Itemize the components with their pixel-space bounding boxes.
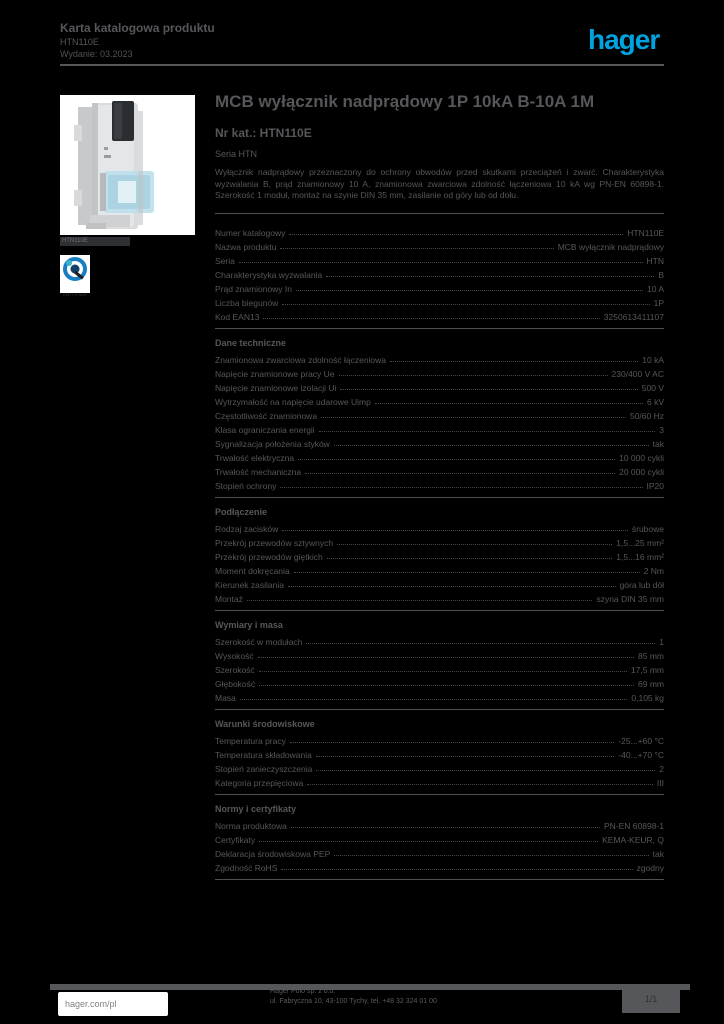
spec-value: 1P xyxy=(653,298,664,308)
section-header: Dane techniczne xyxy=(215,338,287,348)
dotted-leader xyxy=(239,261,643,263)
dotted-leader xyxy=(321,416,626,418)
spec-label: Klasa ograniczania energii xyxy=(215,425,315,435)
section-rule xyxy=(215,610,664,611)
spec-value: B xyxy=(658,270,664,280)
spec-value: 3250613411107 xyxy=(603,312,664,322)
dotted-leader xyxy=(339,374,608,376)
spec-row xyxy=(215,351,664,365)
spec-row xyxy=(215,266,664,280)
spec-value: zgodny xyxy=(636,863,664,873)
spec-label: Trwałość mechaniczna xyxy=(215,467,302,477)
product-reference: Nr kat.: HTN110E xyxy=(215,126,312,140)
header-rule xyxy=(60,64,664,66)
dotted-leader xyxy=(259,840,598,842)
section-rule xyxy=(215,497,664,498)
section-rule xyxy=(215,879,664,880)
dotted-leader xyxy=(247,599,593,601)
dotted-leader xyxy=(282,529,628,531)
spec-row xyxy=(215,633,664,647)
dotted-leader xyxy=(258,656,634,658)
circuit-breaker-illustration xyxy=(60,95,195,235)
spec-value: 2 xyxy=(659,764,664,774)
spec-row xyxy=(215,477,664,491)
footer-company-address: ul. Fabryczna 10, 43-100 Tychy, tel. +48 32 324 01 00 xyxy=(270,998,437,1005)
spec-value: 230/400 V AC xyxy=(611,369,664,379)
spec-label: Deklaracja środowiskowa PEP xyxy=(215,849,331,859)
dotted-leader xyxy=(340,388,637,390)
spec-label: Stopień zanieczyszczenia xyxy=(215,764,313,774)
description-rule xyxy=(215,213,664,214)
dotted-leader xyxy=(334,444,649,446)
spec-row xyxy=(215,817,664,831)
dotted-leader xyxy=(305,472,615,474)
spec-value: 20 000 cykli xyxy=(619,467,664,477)
dotted-leader xyxy=(294,571,640,573)
dotted-leader xyxy=(259,684,634,686)
dotted-leader xyxy=(282,303,649,305)
spec-row xyxy=(215,760,664,774)
hager-logo: hager xyxy=(588,24,660,55)
spec-label: Przekrój przewodów sztywnych xyxy=(215,538,334,548)
section-header: Normy i certyfikaty xyxy=(215,804,297,814)
spec-value: 6 kV xyxy=(646,397,664,407)
dotted-leader xyxy=(296,289,643,291)
spec-value: 10 A xyxy=(646,284,664,294)
spec-value: KEMA-KEUR, Q xyxy=(602,835,664,845)
dotted-leader xyxy=(280,247,553,249)
spec-label: Znamionowa zwarciowa zdolność łączeniowa xyxy=(215,355,387,365)
spec-row xyxy=(215,562,664,576)
section-header: Wymiary i masa xyxy=(215,620,283,630)
header-reference: HTN110E xyxy=(60,37,99,47)
dotted-leader xyxy=(289,233,623,235)
spec-row xyxy=(215,407,664,421)
spec-value: 69 mm xyxy=(638,679,664,689)
quality-mark-caption: CERTYFIKAT xyxy=(62,292,88,297)
dotted-leader xyxy=(327,557,613,559)
spec-label: Szerokość w modułach xyxy=(215,637,303,647)
spec-label: Stopień ochrony xyxy=(215,481,277,491)
product-description: Wyłącznik nadprądowy przeznaczony do ochrony obwodów przed skutkami przeciążeń i zwarć. Charakterystyka wyzwalania B, prąd znamionowy 10 A, znamionowa zwarciowa zdolność łączeniowa 10 kA wg PN-EN 60898-1. Szerokość 1 moduł, montaż na szynie DIN 35 mm, zasilanie od góry lub od dołu. xyxy=(215,167,664,200)
spec-label: Charakterystyka wyzwalania xyxy=(215,270,323,280)
spec-value: HTN110E xyxy=(627,228,664,238)
spec-value: 1,5...16 mm² xyxy=(616,552,664,562)
dotted-leader xyxy=(290,741,614,743)
dotted-leader xyxy=(316,755,614,757)
section-header: Podłączenie xyxy=(215,507,268,517)
spec-row xyxy=(215,831,664,845)
section-rule xyxy=(215,794,664,795)
product-photo xyxy=(60,95,195,235)
spec-value: tak xyxy=(652,439,664,449)
spec-value: 1,5...25 mm² xyxy=(616,538,664,548)
spec-value: -40...+70 °C xyxy=(618,750,664,760)
spec-label: Numer katalogowy xyxy=(215,228,286,238)
spec-row xyxy=(215,280,664,294)
spec-row xyxy=(215,746,664,760)
spec-row xyxy=(215,435,664,449)
footer-company-name: Hager Polo sp. z o.o. xyxy=(270,988,336,995)
spec-row xyxy=(215,421,664,435)
section-header: Warunki środowiskowe xyxy=(215,719,315,729)
spec-value: PN-EN 60898-1 xyxy=(603,821,664,831)
dotted-leader xyxy=(263,317,599,319)
spec-row xyxy=(215,252,664,266)
spec-label: Wysokość xyxy=(215,651,254,661)
spec-label: Przekrój przewodów giętkich xyxy=(215,552,323,562)
dotted-leader xyxy=(298,458,615,460)
spec-label: Napięcie znamionowe izolacji Ui xyxy=(215,383,337,393)
spec-value: góra lub dół xyxy=(619,580,664,590)
spec-row xyxy=(215,308,664,322)
spec-value: 1 xyxy=(659,637,664,647)
spec-value: IP20 xyxy=(646,481,664,491)
q-cert-icon xyxy=(60,255,90,287)
spec-row xyxy=(215,238,664,252)
spec-label: Masa xyxy=(215,693,236,703)
spec-label: Certyfikaty xyxy=(215,835,256,845)
spec-value: 500 V xyxy=(641,383,664,393)
spec-label: Napięcie znamionowe pracy Ue xyxy=(215,369,335,379)
spec-row xyxy=(215,590,664,604)
section-rule xyxy=(215,328,664,329)
spec-row xyxy=(215,661,664,675)
spec-value: 10 000 cykli xyxy=(619,453,664,463)
footer-website-link[interactable] xyxy=(58,992,168,1016)
spec-row xyxy=(215,647,664,661)
spec-value: tak xyxy=(652,849,664,859)
footer-page-block: 1/1 xyxy=(622,985,680,1013)
spec-row xyxy=(215,393,664,407)
spec-row xyxy=(215,576,664,590)
dotted-leader xyxy=(240,698,628,700)
spec-label: Kod EAN13 xyxy=(215,312,260,322)
spec-label: Kategoria przepięciowa xyxy=(215,778,304,788)
spec-value: 0,105 kg xyxy=(631,693,664,703)
header-doc-type: Karta katalogowa produktu xyxy=(60,21,215,35)
spec-label: Szerokość xyxy=(215,665,255,675)
spec-row xyxy=(215,845,664,859)
dotted-leader xyxy=(291,826,600,828)
spec-table xyxy=(215,224,664,882)
spec-row xyxy=(215,463,664,477)
dotted-leader xyxy=(375,402,643,404)
spec-label: Trwałość elektryczna xyxy=(215,453,295,463)
spec-row xyxy=(215,449,664,463)
spec-value: III xyxy=(656,778,664,788)
spec-label: Temperatura składowania xyxy=(215,750,312,760)
dotted-leader xyxy=(390,360,638,362)
dotted-leader xyxy=(306,642,655,644)
spec-value: HTN xyxy=(646,256,664,266)
spec-label: Norma produktowa xyxy=(215,821,287,831)
page-title: MCB wyłącznik nadprądowy 1P 10kA B-10A 1M xyxy=(215,92,595,111)
spec-value: 50/60 Hz xyxy=(629,411,664,421)
footer-website-label: hager.com/pl xyxy=(65,999,117,1009)
spec-label: Nazwa produktu xyxy=(215,242,277,252)
photo-caption: HTN110E xyxy=(60,237,130,246)
spec-row xyxy=(215,365,664,379)
footer-company-info xyxy=(270,987,510,1007)
spec-label: Seria xyxy=(215,256,235,266)
spec-label: Wytrzymałość na napięcie udarowe Uimp xyxy=(215,397,371,407)
spec-label: Zgodność RoHS xyxy=(215,863,278,873)
spec-label: Moment dokręcania xyxy=(215,566,290,576)
dotted-leader xyxy=(307,783,653,785)
dotted-leader xyxy=(334,854,648,856)
spec-label: Montaż xyxy=(215,594,243,604)
spec-row xyxy=(215,520,664,534)
spec-value: MCB wyłącznik nadprądowy xyxy=(557,242,664,252)
spec-row xyxy=(215,689,664,703)
spec-row xyxy=(215,224,664,238)
dotted-leader xyxy=(280,486,642,488)
spec-value: -25...+60 °C xyxy=(618,736,664,746)
dotted-leader xyxy=(316,769,655,771)
dotted-leader xyxy=(319,430,656,432)
spec-value: szyna DIN 35 mm xyxy=(596,594,664,604)
spec-label: Liczba biegunów xyxy=(215,298,279,308)
spec-row xyxy=(215,379,664,393)
dotted-leader xyxy=(288,585,616,587)
spec-row xyxy=(215,675,664,689)
spec-row xyxy=(215,732,664,746)
dotted-leader xyxy=(337,543,612,545)
spec-row xyxy=(215,774,664,788)
spec-label: Sygnalizacja położenia styków xyxy=(215,439,330,449)
spec-label: Kierunek zasilania xyxy=(215,580,284,590)
spec-label: Głębokość xyxy=(215,679,256,689)
product-series: Seria HTN xyxy=(215,149,258,159)
spec-row xyxy=(215,859,664,873)
quality-mark-badge xyxy=(60,255,90,297)
spec-label: Prąd znamionowy In xyxy=(215,284,293,294)
spec-value: 3 xyxy=(659,425,664,435)
spec-value: śrubowe xyxy=(631,524,664,534)
spec-value: 2 Nm xyxy=(643,566,664,576)
dotted-leader xyxy=(259,670,627,672)
dotted-leader xyxy=(326,275,654,277)
spec-row xyxy=(215,534,664,548)
spec-row xyxy=(215,548,664,562)
dotted-leader xyxy=(281,868,632,870)
spec-label: Temperatura pracy xyxy=(215,736,286,746)
spec-label: Częstotliwość znamionowa xyxy=(215,411,318,421)
section-rule xyxy=(215,709,664,710)
header-edition: Wydanie: 03.2023 xyxy=(60,49,133,59)
spec-value: 85 mm xyxy=(638,651,664,661)
spec-value: 17,5 mm xyxy=(630,665,664,675)
spec-label: Rodzaj zacisków xyxy=(215,524,279,534)
spec-value: 10 kA xyxy=(642,355,664,365)
spec-row xyxy=(215,294,664,308)
